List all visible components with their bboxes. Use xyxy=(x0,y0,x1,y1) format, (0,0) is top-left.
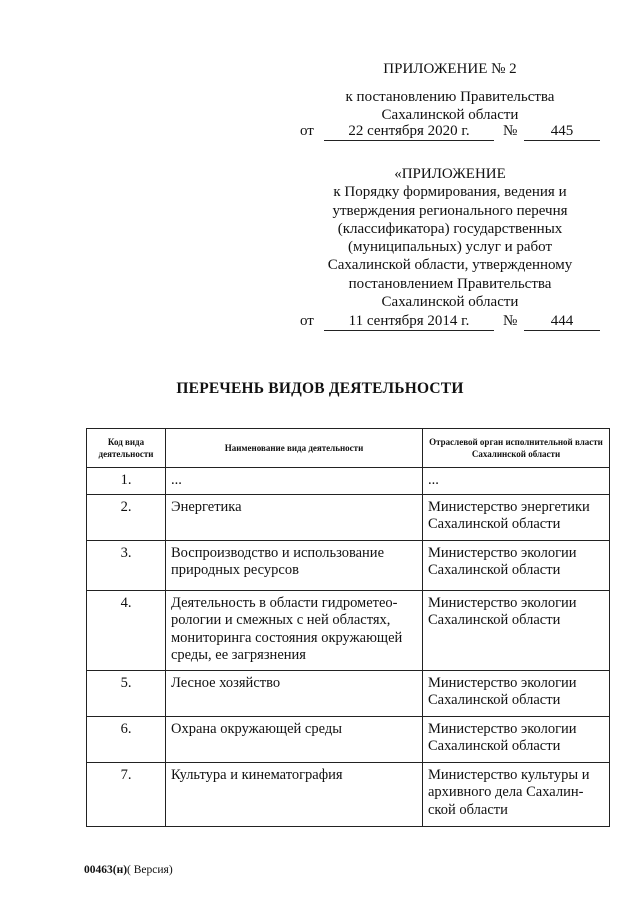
footer-version: ( Версия) xyxy=(127,864,173,876)
row-name: Энергетика xyxy=(171,498,242,515)
row-name: Лесное хозяйство xyxy=(171,674,281,691)
appendix-ref-line: постановлением Правительства xyxy=(348,275,552,292)
appendix-ref-header xyxy=(300,165,600,311)
row-authority: Министерство экологии Сахалинской области xyxy=(428,544,577,578)
row-authority: Министерство экологии Сахалинской области xyxy=(428,594,577,628)
table-row xyxy=(87,762,610,826)
from-label: от xyxy=(300,123,314,139)
decree-number: 444 xyxy=(524,312,600,331)
column-header-authority: Отраслевой орган исполнительной власти Сахалинской области xyxy=(423,429,610,468)
row-authority: Министерство культуры и архивного дела Сахалин-ской области xyxy=(428,766,590,818)
row-name: Охрана окружающей среды xyxy=(171,720,342,737)
row-code: 6. xyxy=(120,720,132,737)
appendix-2-subtitle xyxy=(300,88,600,124)
row-code: 1. xyxy=(120,472,132,488)
column-header-name: Наименование вида деятельности xyxy=(166,429,423,468)
row-authority: Министерство экологии Сахалинской области xyxy=(428,720,577,754)
appendix-ref-line: утверждения регионального перечня xyxy=(332,202,568,219)
decree-number: 445 xyxy=(524,122,600,141)
row-authority: ... xyxy=(428,472,439,488)
row-code: 7. xyxy=(120,766,132,783)
appendix-2-line-2: Сахалинской области xyxy=(381,107,519,123)
row-name: ... xyxy=(171,472,182,488)
row-code: 3. xyxy=(120,544,132,561)
decree-date: 11 сентября 2014 г. xyxy=(324,312,494,331)
table-row xyxy=(87,494,610,540)
table-row xyxy=(87,540,610,590)
table-header-row xyxy=(87,429,610,468)
number-label: № xyxy=(503,123,518,139)
table-row xyxy=(87,468,610,495)
appendix-ref-line: Сахалинской области, утвержденному xyxy=(327,257,573,274)
footer-code: 00463(н) xyxy=(84,864,128,876)
appendix-2-line-1: к постановлению Правительства xyxy=(345,89,555,105)
activities-table xyxy=(86,428,610,827)
row-name: Воспроизводство и использование природных ресурсов xyxy=(171,544,385,578)
document-footer xyxy=(84,864,173,876)
appendix-ref-title: «ПРИЛОЖЕНИЕ xyxy=(394,166,506,182)
decree-date: 22 сентября 2020 г. xyxy=(324,122,494,141)
column-header-code: Код вида деятельности xyxy=(87,429,166,468)
row-authority: Министерство энергетики Сахалинской области xyxy=(428,498,590,532)
row-authority: Министерство экологии Сахалинской области xyxy=(428,674,577,708)
row-name: Деятельность в области гидрометео-рологии и смежных с ней областях, мониторинга состояния окружающей среды, ее загрязнения xyxy=(171,594,403,663)
row-code: 5. xyxy=(120,674,132,691)
from-label: от xyxy=(300,313,314,329)
appendix-2-header xyxy=(300,60,600,78)
appendix-ref-line: к Порядку формирования, ведения и xyxy=(333,184,567,201)
number-label: № xyxy=(503,313,518,329)
row-code: 2. xyxy=(120,498,132,515)
appendix-2-title: ПРИЛОЖЕНИЕ № 2 xyxy=(383,61,517,77)
appendix-ref-line: Сахалинской области xyxy=(381,294,519,311)
appendix-ref-line: (классификатора) государственных xyxy=(337,220,563,237)
table-row xyxy=(87,590,610,670)
page-title: ПЕРЕЧЕНЬ ВИДОВ ДЕЯТЕЛЬНОСТИ xyxy=(176,380,464,397)
row-code: 4. xyxy=(120,594,132,611)
table-row xyxy=(87,716,610,762)
appendix-ref-line: (муниципальных) услуг и работ xyxy=(347,239,553,256)
row-name: Культура и кинематография xyxy=(171,766,343,783)
table-row xyxy=(87,670,610,716)
